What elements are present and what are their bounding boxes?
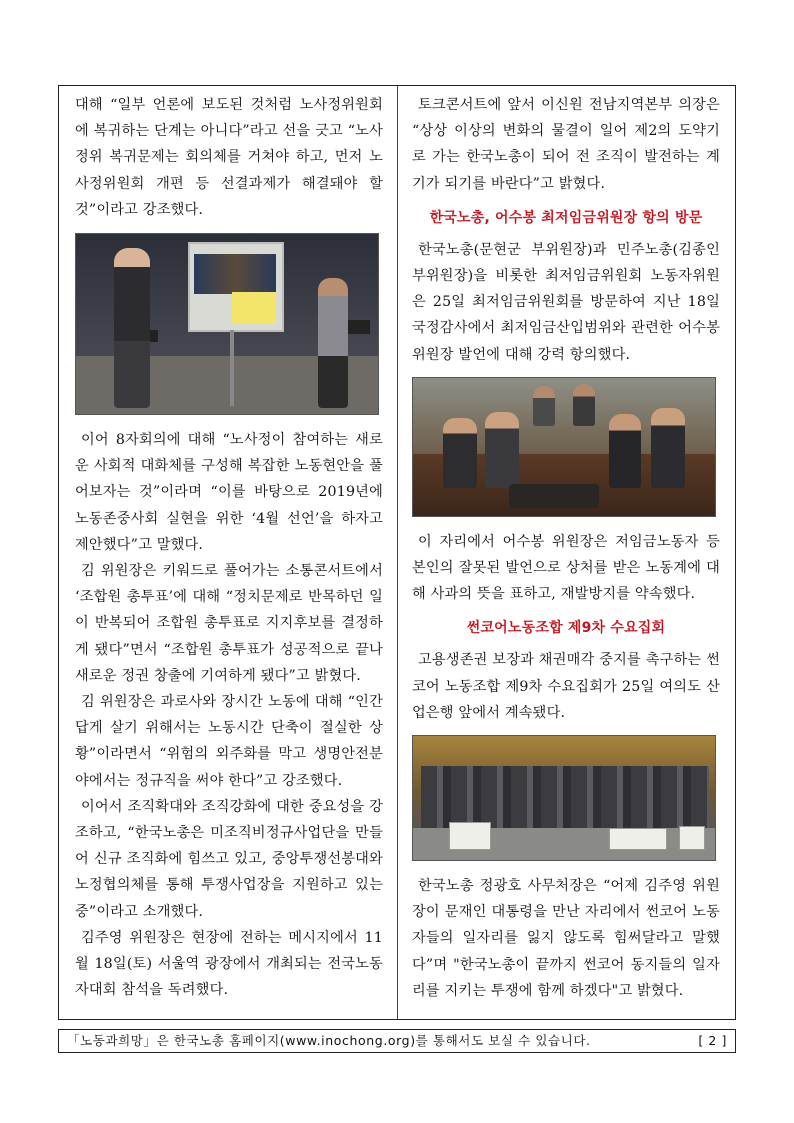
column-divider bbox=[397, 86, 398, 1019]
left-paragraph-3: 김 위원장은 키워드로 풀어가는 소통콘서트에서 ‘조합원 총투표’에 대해 “정치문제로 반목하던 일이 반복되어 조합원 총투표로 지지후보를 결정하게 됐다”면서 “조합원 총투표가 성공적으로 끝나 새로운 정권 창출에 기여하게 됐다”고 밝혔다. bbox=[75, 563, 383, 684]
host-figure bbox=[318, 278, 348, 408]
left-paragraph-4: 김 위원장은 과로사와 장시간 노동에 대해 “인간답게 살기 위해서는 노동시간 단축이 절실한 상황”이라면서 “위험의 외주화를 막고 생명안전분야에서는 정규직을 써야 한다”고 강조했다. bbox=[75, 694, 383, 789]
left-paragraph-1: 대해 “일부 언론에 보도된 것처럼 노사정위원회에 복귀하는 단계는 아니다”라고 선을 긋고 “노사정위 복귀문제는 회의체를 거쳐야 하고, 먼저 노사정위원회 개편 등 선결과제가 해결돼야 할 것”이라고 강조했다. bbox=[75, 97, 383, 218]
meeting-photo bbox=[412, 377, 716, 517]
footer-note: 「노동과희망」은 한국노총 홈페이지(www.inochong.org)를 통해서도 보실 수 있습니다. bbox=[67, 1033, 591, 1048]
right-paragraph-4: 고용생존권 보장과 채권매각 중지를 촉구하는 썬코어 노동조합 제9차 수요집회가 25일 여의도 산업은행 앞에서 계속됐다. bbox=[412, 652, 720, 721]
right-paragraph-5: 한국노총 정광호 사무처장은 “어제 김주영 위원장이 문재인 대통령을 만난 자리에서 썬코어 노동자들의 일자리를 잃지 않도록 힘써달라고 말했다”며 "한국노총이 끝까지 썬코어 동지들의 일자리를 지키는 투쟁에 함께 하겠다"고 밝혔다. bbox=[412, 878, 720, 999]
page-number: [ 2 ] bbox=[698, 1033, 727, 1048]
right-column bbox=[412, 92, 720, 1004]
left-column bbox=[75, 92, 383, 1003]
protest-crowd bbox=[421, 766, 709, 828]
section-heading-suncore-rally: 썬코어노동조합 제9차 수요집회 bbox=[466, 620, 666, 637]
projection-screen bbox=[188, 242, 284, 332]
left-paragraph-2: 이어 8자회의에 대해 “노사정이 참여하는 새로운 사회적 대화체를 구성해 복잡한 노동현안을 풀어보자는 것”이라며 “이를 바탕으로 2019년에 노동존중사회 실현을 위한 ‘4월 선언’을 하자고 제안했다”고 말했다. bbox=[75, 432, 383, 553]
right-paragraph-2: 한국노총(문현군 부위원장)과 민주노총(김종인 부위원장)을 비롯한 최저임금위원회 노동자위원은 25일 최저임금위원회를 방문하여 지난 18일 국정감사에서 최저임금산입범위와 관련한 어수봉 위원장 발언에 대해 강력 항의했다. bbox=[412, 241, 720, 363]
rally-photo bbox=[412, 735, 716, 861]
speaker-figure bbox=[114, 248, 150, 408]
left-paragraph-6: 김주영 위원장은 현장에 전하는 메시지에서 11월 18일(토) 서울역 광장에서 개최되는 전국노동자대회 참석을 독려했다. bbox=[75, 929, 383, 999]
right-paragraph-1: 토크콘서트에 앞서 이신원 전남지역본부 의장은 “상상 이상의 변화의 물결이 일어 제2의 도약기로 가는 한국노총이 되어 전 조직이 발전하는 계기가 되기를 바란다”고 밝혔다. bbox=[412, 97, 720, 192]
concert-stage-photo bbox=[75, 233, 379, 415]
left-paragraph-5: 이어서 조직확대와 조직강화에 대한 중요성을 강조하고, “한국노총은 미조직비정규사업단을 만들어 신규 조직화에 힘쓰고 있고, 중앙투쟁선봉대와 노정협의체를 통해 투쟁사업장을 지원하고 있는 중”이라고 소개했다. bbox=[75, 798, 383, 920]
section-heading-minimum-wage: 한국노총, 어수봉 최저임금위원장 항의 방문 bbox=[429, 209, 703, 226]
page-footer bbox=[58, 1029, 736, 1053]
right-paragraph-3: 이 자리에서 어수봉 위원장은 저임금노동자 등 본인의 잘못된 발언으로 상처를 받은 노동계에 대해 사과의 뜻을 표하고, 재발방지를 약속했다. bbox=[412, 533, 720, 603]
